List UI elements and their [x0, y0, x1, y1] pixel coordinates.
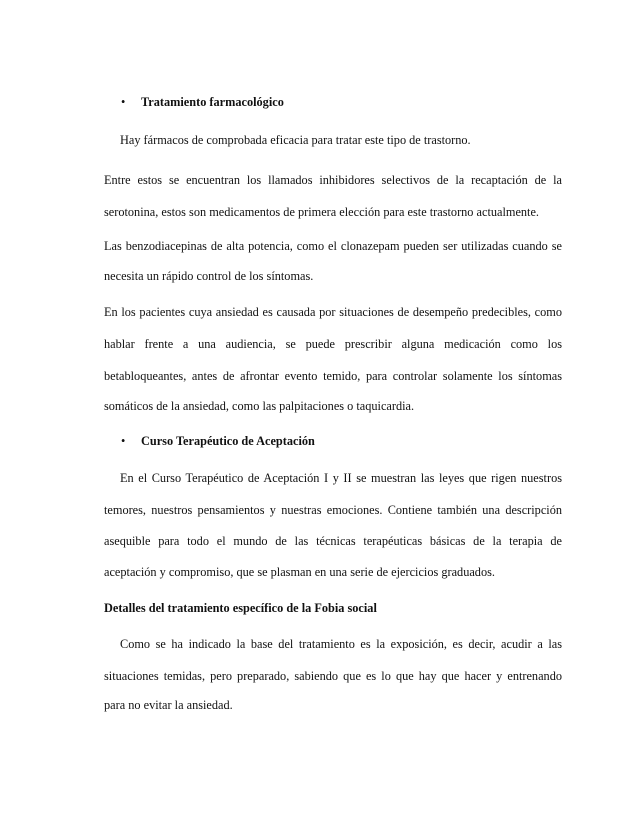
section-heading-farmacologico [0, 94, 638, 110]
paragraph-line: asequible para todo el mundo de las técnicas terapéuticas básicas de la terapia de [104, 534, 562, 548]
section-heading-curso [0, 433, 638, 449]
paragraph-line: situaciones temidas, pero preparado, sabiendo que es lo que hay que hacer y entrenando [104, 669, 562, 683]
section-heading-detalles: Detalles del tratamiento específico de la Fobia social [104, 601, 377, 615]
paragraph-line: En el Curso Terapéutico de Aceptación I y II se muestran las leyes que rigen nuestros [120, 471, 562, 485]
paragraph-line: necesita un rápido control de los síntomas. [104, 269, 314, 283]
paragraph-line: Como se ha indicado la base del tratamiento es la exposición, es decir, acudir a las [120, 637, 562, 651]
heading-text: Tratamiento farmacológico [141, 95, 284, 109]
paragraph-line: serotonina, estos son medicamentos de primera elección para este trastorno actualmente. [104, 205, 540, 219]
paragraph-line: para no evitar la ansiedad. [104, 698, 233, 712]
bullet-icon: • [121, 95, 126, 109]
paragraph-line: temores, nuestros pensamientos y nuestras emociones. Contiene también una descripción [104, 503, 562, 517]
paragraph-line: En los pacientes cuya ansiedad es causada por situaciones de desempeño predecibles, como [104, 305, 562, 319]
paragraph-line: aceptación y compromiso, que se plasman en una serie de ejercicios graduados. [104, 565, 495, 579]
paragraph-line: Las benzodiacepinas de alta potencia, como el clonazepam pueden ser utilizadas cuando se [104, 239, 562, 253]
paragraph-line: Hay fármacos de comprobada eficacia para tratar este tipo de trastorno. [120, 133, 471, 147]
heading-text: Curso Terapéutico de Aceptación [141, 434, 315, 448]
paragraph-line: somáticos de la ansiedad, como las palpitaciones o taquicardia. [104, 399, 415, 413]
paragraph-line: hablar frente a una audiencia, se puede prescribir alguna medicación como los [104, 337, 562, 351]
paragraph-line: Entre estos se encuentran los llamados inhibidores selectivos de la recaptación de la [104, 173, 562, 187]
bullet-icon: • [121, 434, 126, 448]
paragraph-line: betabloqueantes, antes de afrontar evento temido, para controlar solamente los síntomas [104, 369, 562, 383]
